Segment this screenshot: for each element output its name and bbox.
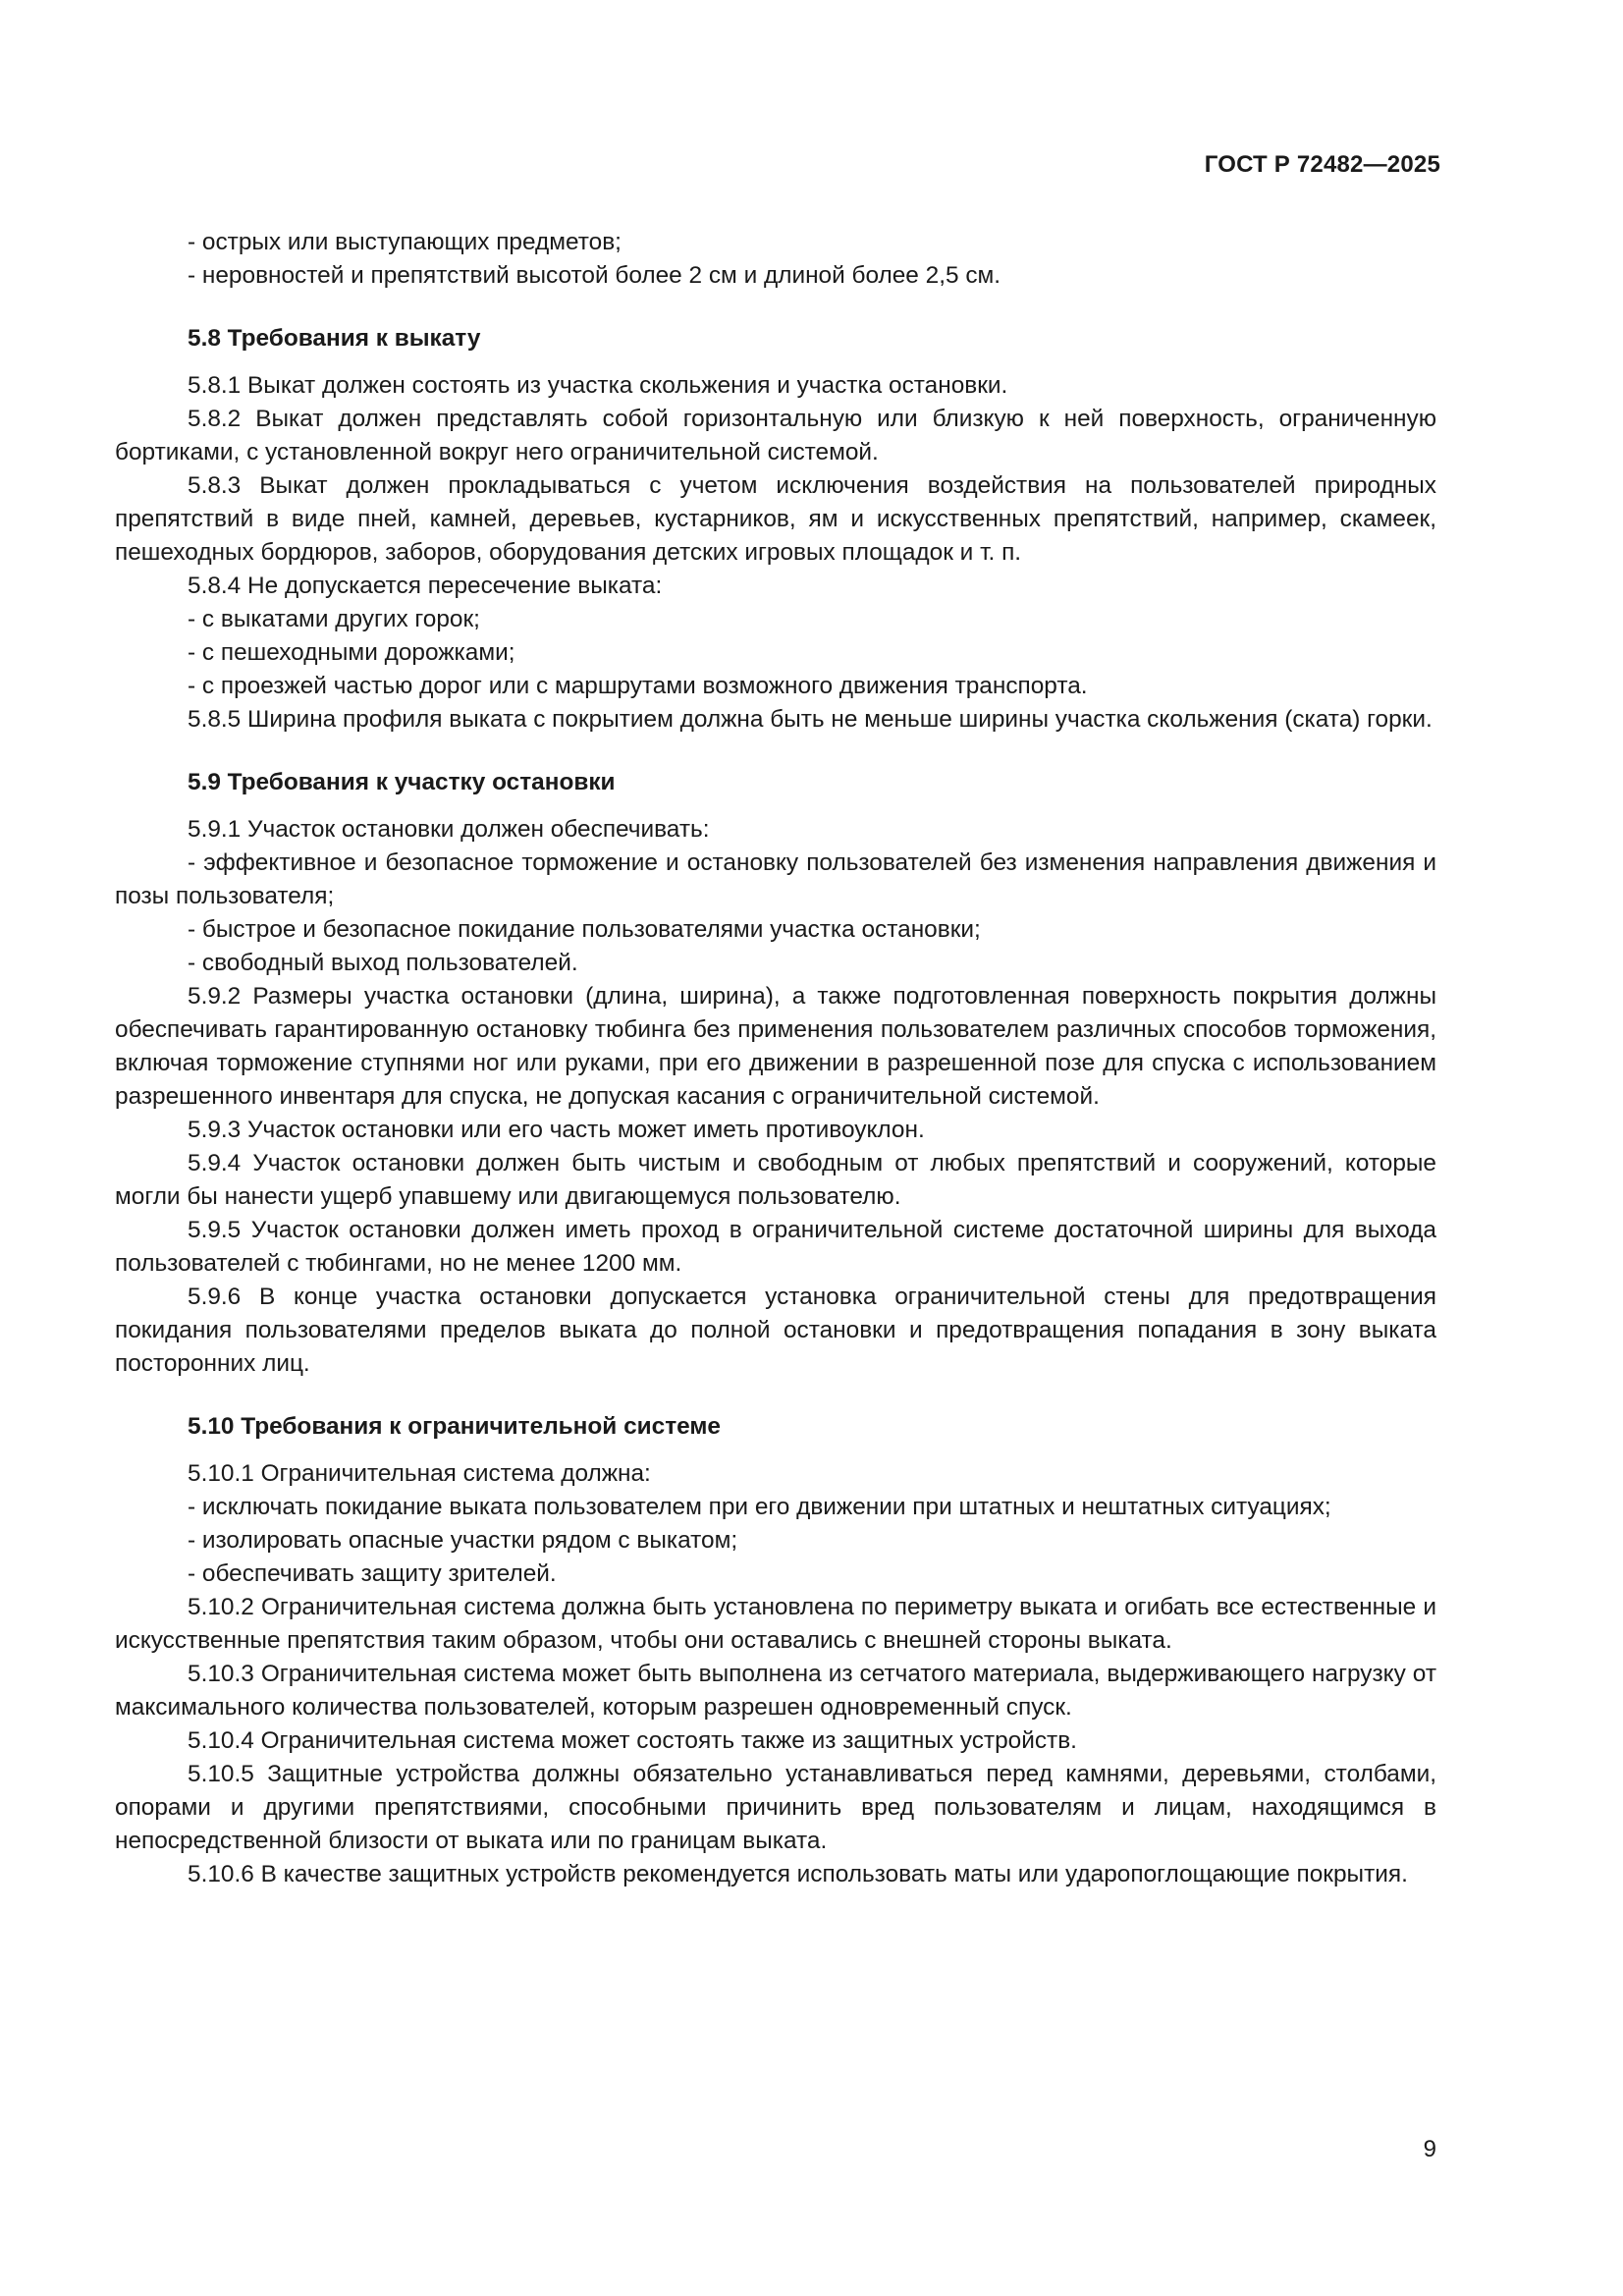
section-heading-5-8: 5.8 Требования к выкату (188, 325, 481, 352)
section-heading-5-9: 5.9 Требования к участку остановки (188, 769, 616, 795)
paragraph-5-10-1: 5.10.1 Ограничительная система должна: (188, 1460, 651, 1487)
list-item: - с выкатами других горок; (188, 606, 480, 632)
page-number: 9 (1423, 2136, 1436, 2162)
list-item: - быстрое и безопасное покидание пользователями участка остановки; (188, 916, 981, 943)
paragraph-5-8-4: 5.8.4 Не допускается пересечение выката: (188, 573, 663, 599)
paragraph-5-10-2: 5.10.2 Ограничительная система должна быть установлена по периметру выката и огибать все естественные и искусственные препятствия таким образом, чтобы они оставались с внешней стороны выката. (115, 1594, 1436, 1654)
paragraph-5-9-2: 5.9.2 Размеры участка остановки (длина, ширина), а также подготовленная поверхность покрытия должны обеспечивать гарантированную остановку тюбинга без применения пользователем различных способов торможения, включая торможение ступнями ног или руками, при его движении в разрешенной позе для спуска с использованием разрешенного инвентаря для спуска, не допуская касания с ограничительной системой. (115, 983, 1436, 1110)
document-body (115, 226, 1436, 1891)
paragraph-5-10-6: 5.10.6 В качестве защитных устройств рекомендуется использовать маты или ударопоглощающие покрытия. (188, 1861, 1408, 1887)
paragraph-5-8-2: 5.8.2 Выкат должен представлять собой горизонтальную или близкую к ней поверхность, ограниченную бортиками, с установленной вокруг него ограничительной системой. (115, 406, 1436, 465)
paragraph-5-10-5: 5.10.5 Защитные устройства должны обязательно устанавливаться перед камнями, деревьями, столбами, опорами и другими препятствиями, способными причинить вред пользователям и лицам, находящимся в непосредственной близости от выката или по границам выката. (115, 1761, 1436, 1854)
list-item: - изолировать опасные участки рядом с выкатом; (188, 1527, 738, 1554)
paragraph-5-10-3: 5.10.3 Ограничительная система может быть выполнена из сетчатого материала, выдерживающего нагрузку от максимального количества пользователей, которым разрешен одновременный спуск. (115, 1661, 1436, 1721)
paragraph-5-8-3: 5.8.3 Выкат должен прокладываться с учетом исключения воздействия на пользователей природных препятствий в виде пней, камней, деревьев, кустарников, ям и искусственных препятствий, например, скамеек, пешеходных бордюров, заборов, оборудования детских игровых площадок и т. п. (115, 472, 1436, 566)
intro-item: - неровностей и препятствий высотой более 2 см и длиной более 2,5 см. (188, 262, 1001, 289)
paragraph-5-10-4: 5.10.4 Ограничительная система может состоять также из защитных устройств. (188, 1727, 1077, 1754)
list-item: - с пешеходными дорожками; (188, 639, 515, 666)
paragraph-5-9-6: 5.9.6 В конце участка остановки допускается установка ограничительной стены для предотвращения покидания пользователями пределов выката до полной остановки и предотвращения попадания в зону выката посторонних лиц. (115, 1284, 1436, 1377)
list-item: - с проезжей частью дорог или с маршрутами возможного движения транспорта. (188, 673, 1088, 699)
paragraph-5-9-4: 5.9.4 Участок остановки должен быть чистым и свободным от любых препятствий и сооружений, которые могли бы нанести ущерб упавшему или двигающемуся пользователю. (115, 1150, 1436, 1210)
paragraph-5-9-3: 5.9.3 Участок остановки или его часть может иметь противоуклон. (188, 1117, 925, 1143)
paragraph-5-9-1: 5.9.1 Участок остановки должен обеспечивать: (188, 816, 710, 843)
paragraph-5-9-5: 5.9.5 Участок остановки должен иметь проход в ограничительной системе достаточной ширины для выхода пользователей с тюбингами, но не менее 1200 мм. (115, 1217, 1436, 1277)
list-item: - обеспечивать защиту зрителей. (188, 1560, 557, 1587)
document-code-header: ГОСТ Р 72482—2025 (1204, 151, 1440, 178)
paragraph-5-8-5: 5.8.5 Ширина профиля выката с покрытием должна быть не меньше ширины участка скольжения (ската) горки. (188, 706, 1433, 733)
intro-item: - острых или выступающих предметов; (188, 229, 622, 255)
paragraph-5-8-1: 5.8.1 Выкат должен состоять из участка скольжения и участка остановки. (188, 372, 1008, 399)
list-item: - эффективное и безопасное торможение и остановку пользователей без изменения направления движения и позы пользователя; (115, 849, 1436, 909)
section-heading-5-10: 5.10 Требования к ограничительной системе (188, 1413, 722, 1440)
list-item: - исключать покидание выката пользователем при его движении при штатных и нештатных ситуациях; (188, 1494, 1331, 1520)
list-item: - свободный выход пользователей. (188, 950, 578, 976)
